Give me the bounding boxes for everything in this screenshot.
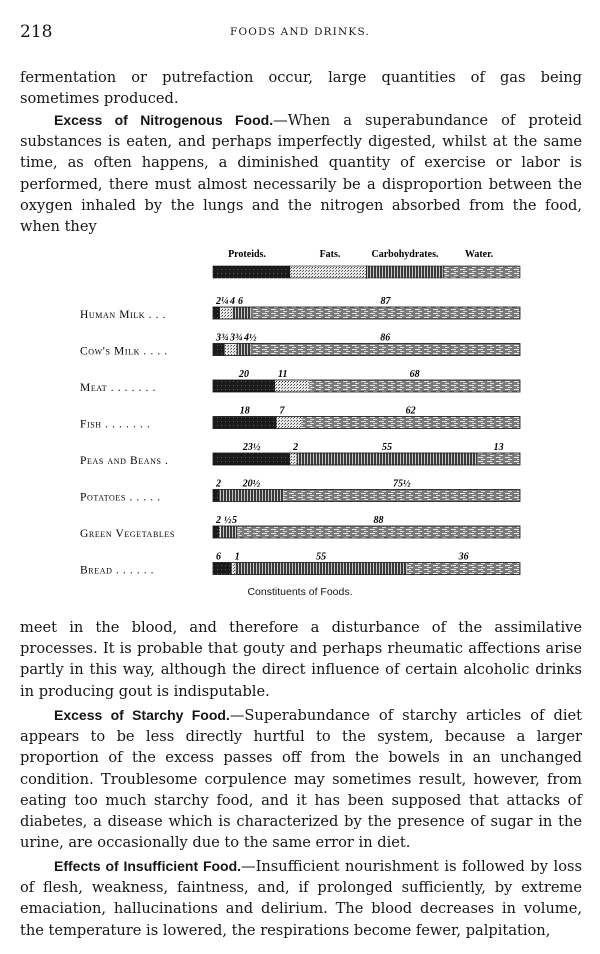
paragraph-starchy [20, 705, 582, 853]
legend-swatch-proteids [213, 266, 290, 278]
constituents-figure [0, 238, 600, 608]
section-heading: Excess of Nitrogenous Food. [54, 112, 274, 128]
bar-cow-s-milk-fats [225, 344, 237, 356]
value-label-meat-water: 68 [409, 369, 420, 380]
category-label-bread: Bread . . . . . . [80, 564, 155, 577]
paragraph-text: —When a superabundance of proteid substances is eaten, and perhaps imperfectly digested, whilst at the same time, as often happens, a diminished quantity of exercise or labor is performed, there must almost necessarily be a disproportion between the oxygen inhaled by the lungs and the nitrogen absorbed from the food, when they [20, 112, 582, 236]
bar-peas-and-beans-proteids [213, 453, 290, 465]
category-label-green-vegetables: Green Vegetables [80, 528, 175, 540]
value-label-meat-proteids: 20 [239, 369, 250, 380]
value-label-potatoes-water: 75½ [392, 478, 411, 490]
page-number: 218 [20, 22, 53, 42]
legend-label-proteids: Proteids. [228, 249, 266, 260]
paragraph-nitrogenous [20, 110, 582, 237]
category-label-human-milk: Human Milk . . . [80, 309, 167, 321]
value-label-green-vegetables-water: 88 [373, 515, 384, 526]
value-label-cow-s-milk-carbohydrates: 4½ [244, 332, 257, 344]
bar-human-milk-carbohydrates [232, 307, 251, 319]
bar-potatoes-water [283, 490, 520, 502]
bar-bread-water [407, 563, 520, 575]
bar-peas-and-beans-carbohydrates [297, 453, 478, 465]
value-label-peas-and-beans-fats: 2 [293, 442, 299, 453]
value-label-human-milk-carbohydrates: 6 [238, 296, 243, 307]
paragraph-assimilative [20, 617, 582, 702]
value-label-peas-and-beans-water: 13 [493, 442, 504, 453]
bar-green-vegetables-fats [219, 526, 221, 538]
section-heading: Effects of Insufficient Food. [54, 858, 242, 874]
value-label-cow-s-milk-proteids: 3¾ [216, 332, 229, 344]
bar-peas-and-beans-fats [290, 453, 297, 465]
bar-bread-proteids [213, 563, 232, 575]
chart-caption: Constituents of Foods. [247, 586, 353, 598]
section-heading: Excess of Starchy Food. [54, 707, 230, 723]
value-label-green-vegetables-proteids: 2 [216, 515, 221, 526]
value-label-green-vegetables-carbohydrates: 5 [232, 515, 237, 526]
bar-green-vegetables-carbohydrates [221, 526, 237, 538]
bar-potatoes-carbohydrates [219, 490, 283, 502]
value-label-bread-proteids: 6 [216, 551, 221, 563]
bar-meat-proteids [213, 380, 275, 392]
legend-label-water: Water. [464, 249, 494, 260]
value-label-human-milk-proteids: 2¼ [216, 296, 229, 307]
bar-human-milk-fats [220, 307, 232, 319]
value-label-human-milk-water: 87 [380, 296, 391, 307]
bar-bread-carbohydrates [235, 563, 407, 575]
value-label-human-milk-fats: 4 [230, 296, 235, 307]
legend-label-carbohydrates: Carbohydrates. [371, 249, 439, 260]
bar-peas-and-beans-water [477, 453, 520, 465]
category-label-meat: Meat . . . . . . . [80, 382, 156, 394]
category-label-potatoes: Potatoes . . . . . [80, 491, 161, 504]
value-label-potatoes-carbohydrates: 20½ [242, 478, 261, 490]
value-label-cow-s-milk-fats: 3¾ [230, 332, 243, 344]
legend-swatch-carbohydrates [367, 266, 444, 278]
category-label-fish: Fish . . . . . . . [80, 418, 151, 431]
bar-green-vegetables-water [237, 526, 520, 538]
bar-green-vegetables-proteids [213, 526, 219, 538]
value-label-potatoes-proteids: 2 [216, 478, 221, 490]
bar-human-milk-proteids [213, 307, 220, 319]
category-label-cow-s-milk: Cow's Milk . . . . [80, 345, 168, 358]
value-label-fish-proteids: 18 [239, 405, 250, 417]
legend-swatch-fats [290, 266, 367, 278]
value-label-peas-and-beans-proteids: 23½ [242, 442, 261, 453]
value-label-fish-water: 62 [405, 405, 416, 417]
value-label-bread-water: 36 [458, 551, 469, 563]
bar-cow-s-milk-carbohydrates [236, 344, 250, 356]
category-label-peas-and-beans: Peas and Beans . [80, 455, 169, 467]
bar-cow-s-milk-water [251, 344, 520, 356]
running-title: FOODS AND DRINKS. [229, 26, 371, 38]
bar-bread-fats [232, 563, 235, 575]
value-label-bread-carbohydrates: 55 [316, 551, 327, 563]
paragraph-text: fermentation or putrefaction occur, large quantities of gas being sometimes produced. [20, 69, 582, 108]
paragraph-insufficient [20, 856, 582, 941]
bar-cow-s-milk-proteids [213, 344, 225, 356]
value-label-fish-fats: 7 [279, 405, 285, 417]
bar-human-milk-water [251, 307, 520, 319]
bar-fish-water [301, 417, 520, 429]
paragraph-text: —Insufficient nourishment is followed by loss of flesh, weakness, faintness, and, if prolonged sufficiently, by extreme emaciation, hallucinations and delirium. The blood decreases in volume, the temperature is lowered, the respirations become fewer, palpitation, [20, 858, 582, 939]
legend-swatch-water [443, 266, 520, 278]
value-label-cow-s-milk-water: 86 [380, 332, 391, 344]
bar-potatoes-proteids [213, 490, 219, 502]
paragraph-text: —Superabundance of starchy articles of diet appears to be less directly hurtful to the system, because a larger proportion of the excess passes off from the bowels in an unchanged condition. Troublesome corpulence may sometimes result, however, from eating too much starchy food, and it has been supposed that attacks of diabetes, a disease which is characterized by the presence of sugar in the urine, are occasionally due to the same error in diet. [20, 707, 582, 852]
page-header [20, 22, 580, 42]
bar-fish-proteids [213, 417, 277, 429]
value-label-peas-and-beans-carbohydrates: 55 [382, 442, 393, 453]
constituents-chart [0, 238, 600, 583]
bar-meat-water [309, 380, 520, 392]
value-label-green-vegetables-fats: ½ [224, 515, 232, 526]
value-label-meat-fats: 11 [278, 369, 288, 380]
paragraph-fermentation [20, 67, 582, 109]
bar-fish-fats [277, 417, 302, 429]
bar-meat-fats [275, 380, 309, 392]
value-label-bread-fats: 1 [234, 551, 240, 563]
paragraph-text: meet in the blood, and therefore a disturbance of the assimilative processes. It is probable that gouty and perhaps rheumatic affections arise partly in this way, although the direct influence of certain alcoholic drinks in producing gout is indisputable. [20, 619, 582, 700]
legend-label-fats: Fats. [319, 249, 341, 260]
